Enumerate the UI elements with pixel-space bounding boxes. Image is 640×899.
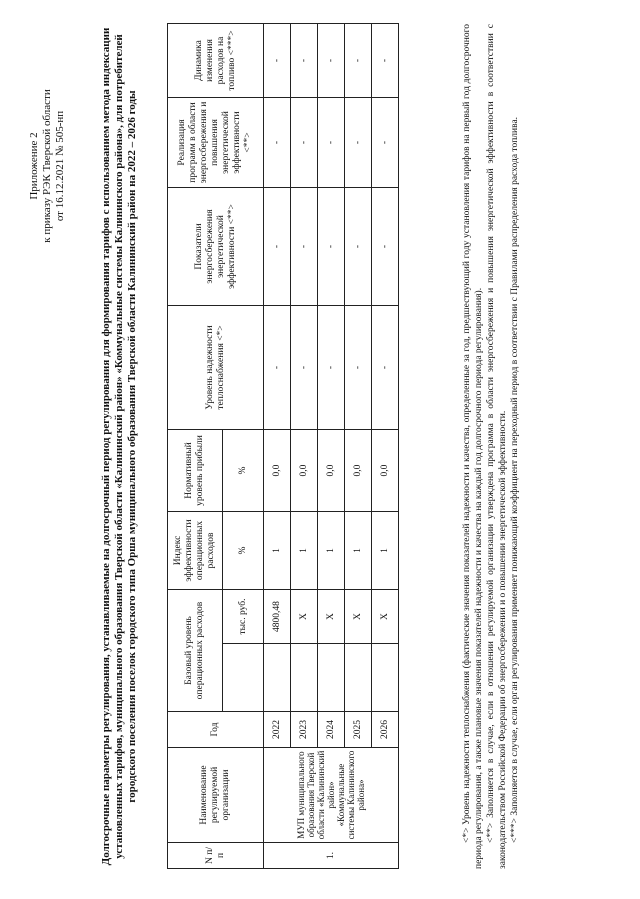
cell-index: 1: [372, 512, 399, 590]
header-num: N п/п: [168, 843, 264, 869]
table-row: [372, 24, 399, 869]
header-base: Базовый уровень операционных расходов: [168, 590, 223, 712]
cell-profit: 0,0: [318, 430, 345, 512]
cell-reliability: -: [372, 306, 399, 430]
cell-programs: -: [345, 98, 372, 188]
units-blank: [223, 644, 264, 712]
footnote-2: <**> Заполняется в случае, если в отношении регулируемой организации утверждена программа в области энергосбережения и повышения энергетической эффективности в соответствии с законодательством Российской Федерации об энергосбережении и о повышении энергетической эффективности.: [486, 24, 508, 869]
table-row: [291, 24, 318, 869]
footnote-3: <***> Заполняется в случае, если орган регулирования применяет понижающий коэффициент на переходный период в соответствии с Правилами распределения расхода топлива.: [510, 116, 520, 843]
header-index: Индекс эффективности операционных расходов: [168, 512, 223, 590]
header-org: Наименование регулируемой организации: [168, 748, 264, 843]
appendix-line-3: от 16.12.2021 № 505-нп: [54, 110, 66, 222]
organization-name: МУП муниципального образования Тверской области «Калининский район» «Коммунальные системы Калининского района»: [264, 748, 399, 843]
footnote-1: <*> Уровень надежности теплоснабжения (фактические значения показателей надежности и качества, определенные за год, предшествующий году установления тарифов на первый год долгосрочного периода регулирования, а также плановые значения показателей надежности и качества на каждый год долгосрочного периода регулирования).: [462, 24, 484, 869]
cell-reliability: -: [318, 306, 345, 430]
appendix-line-1: Приложение 2: [28, 132, 40, 200]
cell-base: 4800,48: [264, 590, 291, 644]
cell-dynamics: -: [291, 24, 318, 98]
table-row: [318, 24, 345, 869]
cell-energy: -: [372, 188, 399, 306]
cell-profit: 0,0: [345, 430, 372, 512]
cell-profit: 0,0: [264, 430, 291, 512]
cell-base: Х: [318, 590, 345, 644]
cell-year: 2024: [318, 712, 345, 748]
cell-programs: -: [264, 98, 291, 188]
header-dynamics: Динамика изменения расходов на топливо <***>: [168, 24, 264, 98]
header-row: [168, 24, 223, 869]
document-title: Долгосрочные параметры регулирования, устанавливаемые на долгосрочный период регулирования для формирования тарифов с использованием метода индексации установленных тарифов, муниципального образования Тверской области «Калининский район» «Коммунальные системы Калининского района», для потребителей городского поселения поселок городского типа Орша муниципального образования Тверской области Калининский район на 2022 – 2026 годы: [100, 27, 138, 866]
cell-programs: -: [372, 98, 399, 188]
cell-dynamics: -: [264, 24, 291, 98]
units-profit: %: [223, 430, 264, 512]
cell-profit: 0,0: [291, 430, 318, 512]
cell-year: 2025: [345, 712, 372, 748]
cell-energy: -: [291, 188, 318, 306]
cell-year: 2022: [264, 712, 291, 748]
header-year: Год: [168, 712, 264, 748]
cell-dynamics: -: [372, 24, 399, 98]
appendix-line-2: к приказу РЭК Тверской области: [41, 89, 53, 243]
row-number: 1.: [264, 843, 399, 869]
units-index: %: [223, 512, 264, 590]
cell-index: 1: [345, 512, 372, 590]
header-profit: Нормативный уровень прибыли: [168, 430, 223, 512]
cell-blank: [318, 644, 345, 712]
cell-base: Х: [345, 590, 372, 644]
cell-index: 1: [291, 512, 318, 590]
appendix-header: [28, 36, 67, 296]
units-base: тыс. руб.: [223, 590, 264, 644]
cell-programs: -: [291, 98, 318, 188]
parameters-table: [167, 23, 399, 869]
cell-reliability: -: [345, 306, 372, 430]
cell-blank: [345, 644, 372, 712]
table-row: [345, 24, 372, 869]
header-reliability: Уровень надежности теплоснабжения <*>: [168, 306, 264, 430]
cell-blank: [264, 644, 291, 712]
cell-energy: -: [345, 188, 372, 306]
cell-dynamics: -: [318, 24, 345, 98]
cell-reliability: -: [264, 306, 291, 430]
cell-base: Х: [372, 590, 399, 644]
header-programs: Реализация программ в области энергосбережения и повышения энергетической эффективности <**>: [168, 98, 264, 188]
table-row: [264, 24, 291, 869]
cell-blank: [291, 644, 318, 712]
cell-blank: [372, 644, 399, 712]
cell-energy: -: [264, 188, 291, 306]
cell-year: 2023: [291, 712, 318, 748]
cell-index: 1: [318, 512, 345, 590]
cell-energy: -: [318, 188, 345, 306]
cell-dynamics: -: [345, 24, 372, 98]
cell-programs: -: [318, 98, 345, 188]
cell-index: 1: [264, 512, 291, 590]
cell-base: Х: [291, 590, 318, 644]
cell-profit: 0,0: [372, 430, 399, 512]
header-energy: Показатели энергосбережения энергетической эффективности <**>: [168, 188, 264, 306]
cell-year: 2026: [372, 712, 399, 748]
cell-reliability: -: [291, 306, 318, 430]
footnotes: [462, 24, 523, 869]
